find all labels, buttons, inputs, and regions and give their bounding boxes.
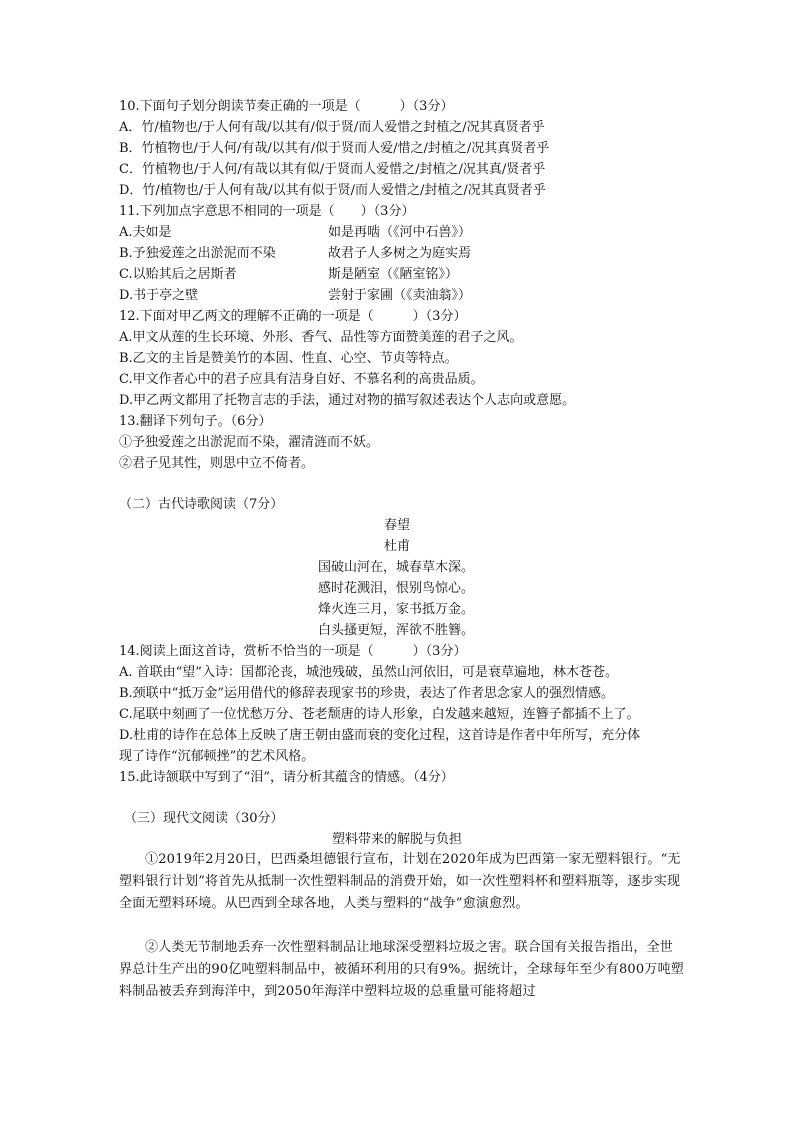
q12-stem: 12.下面对甲乙两文的理解不正确的一项是（ ）（3分） [119, 309, 467, 324]
q10-option-b: B．竹植物也/于人何/有哉/以其有/似于贤而人爱/惜之/封植之/况其真贤者乎 [119, 141, 550, 156]
poem-line-1: 国破山河在，城春草木深。 [318, 560, 475, 575]
q14-option-b: B.颈联中“抵万金”运用借代的修辞表现家书的珍贵，表达了作者思念家人的强烈情感。 [119, 686, 614, 701]
q11-option-b-left: B.予独爱莲之出淤泥而不染 [119, 246, 276, 261]
poem-author: 杜甫 [383, 539, 410, 554]
q12-option-b: B.乙文的主旨是赞美竹的本固、性直、心空、节贞等特点。 [119, 351, 458, 366]
q13-stem: 13.翻译下列句子。（6分） [119, 414, 272, 429]
q10-option-c: C．竹植物也/于人何/有哉以其有似/于贤而人爱惜之/封植之/况其真/贤者乎 [119, 162, 546, 177]
poem-line-2: 感时花溅泪，恨别鸟惊心。 [318, 581, 475, 596]
q15-stem: 15.此诗颔联中写到了“泪”，请分析其蕴含的情感。（4分） [119, 770, 454, 785]
q12-option-c: C.甲文作者心中的君子应具有洁身自好、不慕名利的高贵品质。 [119, 372, 484, 387]
q13-sentence-2: ②君子见其性，则思中立不倚者。 [119, 456, 315, 471]
poem-line-3: 烽火连三月，家书抵万金。 [318, 602, 475, 617]
q14-option-d-line2: 现了诗作“沉郁顿挫”的艺术风格。 [119, 749, 315, 764]
q13-sentence-1: ①予独爱莲之出淤泥而不染，濯清涟而不妖。 [119, 435, 380, 450]
q14-option-a: A. 首联由“望”入诗：国都沦丧，城池残破，虽然山河依旧，可是衰草遍地，林木苍苍。 [119, 665, 618, 680]
q11-option-a-right: 如是再啮（《河中石兽》） [328, 225, 472, 240]
poem-line-4: 白头搔更短，浑欲不胜簪。 [318, 623, 475, 638]
article-paragraph-1: ①2019年2月20日，巴西桑坦德银行宣布，计划在2020年成为巴西第一家无塑料银行。“无塑料银行计划”将首先从抵制一次性塑料制品的消费开始，如一次性塑料杯和塑料瓶等，逐步实现全面无塑料环境。从巴西到全球各地，人类与塑料的“战争”愈演愈烈。 [119, 852, 681, 911]
q10-option-a: A．竹/植物也/于人何有哉/以其有/似于贤/而人爱惜之封植之/况其真贤者乎 [119, 120, 545, 135]
q10-option-d: D．竹/植物也/于人何有哉/以其有似于贤/而人爱惜之/封植之/况其真贤者乎 [119, 183, 546, 198]
q11-option-b-right: 故君子人多树之为庭实焉 [328, 246, 472, 261]
q14-stem: 14.阅读上面这首诗，赏析不恰当的一项是（ ）（3分） [119, 644, 467, 659]
q11-option-c-right: 斯是陋室（《陋室铭》） [328, 267, 459, 282]
q11-stem: 11.下列加点字意思不相同的一项是（ ）（3分） [119, 204, 415, 219]
section2-heading: （二）古代诗歌阅读（7分） [119, 497, 284, 512]
q11-option-d-left: D.书于亭之壁 [119, 288, 199, 303]
q14-option-c: C.尾联中刻画了一位忧愁万分、苍老颓唐的诗人形象，白发越来越短，连簪子都插不上了。 [119, 707, 640, 722]
q11-option-d-right: 尝射于家圃（《卖油翁》） [328, 288, 472, 303]
q11-option-c-left: C.以贻其后之居斯者 [119, 267, 237, 282]
q11-option-a-left: A.夫如是 [119, 225, 172, 240]
article-paragraph-2: ②人类无节制地丢弃一次性塑料制品让地球深受塑料垃圾之害。联合国有关报告指出，全世界总计生产出的90亿吨塑料制品中，被循环利用的只有9%。据统计，全球每年至少有800万吨塑料制品被丢弃到海洋中，到2050年海洋中塑料垃圾的总重量可能将超过 [119, 940, 684, 999]
q12-option-d: D.甲乙两文都用了托物言志的手法，通过对物的描写叙述表达个人志向或意愿。 [119, 393, 576, 408]
section3-heading: （三）现代文阅读（30分） [124, 811, 284, 826]
poem-title: 春望 [383, 518, 410, 533]
q14-option-d-line1: D.杜甫的诗作在总体上反映了唐王朝由盛而衰的变化过程，这首诗是作者中年所写，充分体 [119, 728, 641, 743]
q12-option-a: A.甲文从莲的生长环境、外形、香气、品性等方面赞美莲的君子之风。 [119, 330, 523, 345]
q10-stem: 10.下面句子划分朗读节奏正确的一项是（ ）（3分） [119, 99, 454, 114]
article-title: 塑料带来的解脱与负担 [331, 832, 462, 847]
